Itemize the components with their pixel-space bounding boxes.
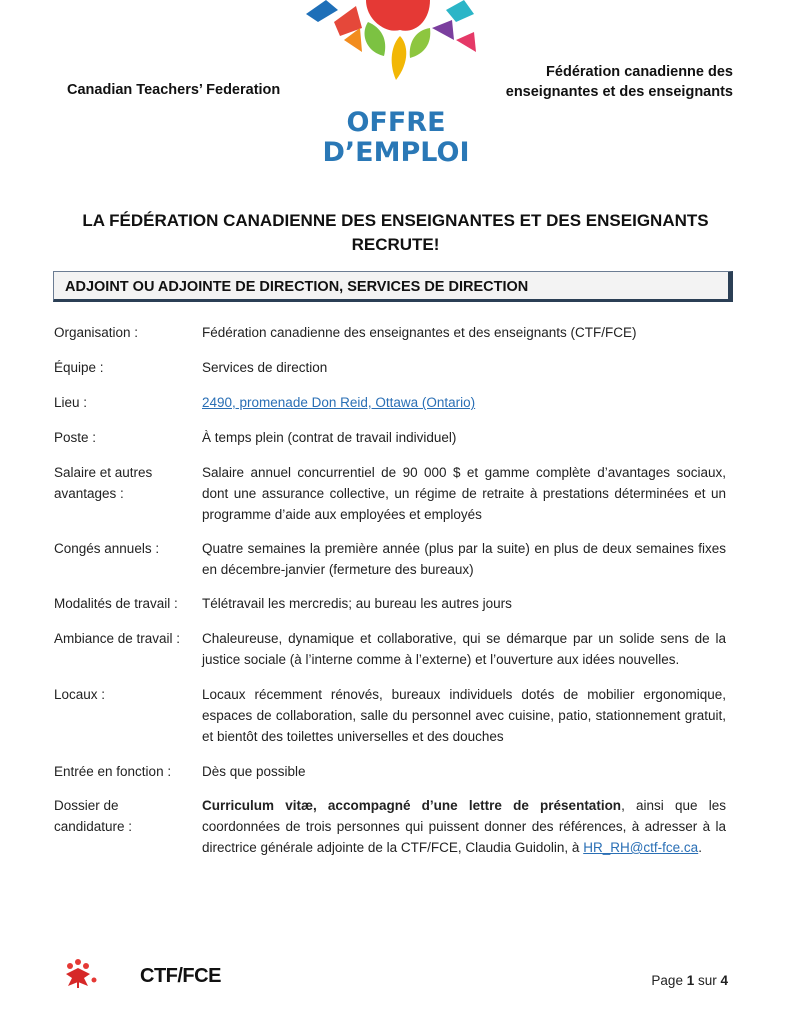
- dossier-rest: , ainsi que les coordonnées de trois personnes qui puissent donner des références, à adresser à la directrice générale adjointe de la CTF/FCE, Claudia Guidolin, à: [202, 798, 726, 855]
- label-organisation: Organisation :: [54, 325, 139, 340]
- label-entree: Entrée en fonction :: [54, 764, 172, 779]
- headline: [40, 209, 751, 257]
- page-prefix: Page: [651, 973, 687, 988]
- label-equipe: Équipe :: [54, 360, 104, 375]
- value-locaux: Locaux récemment rénovés, bureaux individuels dotés de mobilier ergonomique, espaces de collaboration, salle du personnel avec cuisine, patio, stationnement gratuit, et bientôt des toilettes universelles et des douches: [202, 687, 726, 744]
- email-link[interactable]: HR_RH@ctf-fce.ca: [583, 840, 699, 855]
- value-entree: Dès que possible: [202, 764, 306, 779]
- label-dossier: Dossier de candidature :: [54, 798, 133, 834]
- value-organisation: Fédération canadienne des enseignantes et des enseignants (CTF/FCE): [202, 325, 637, 340]
- label-poste: Poste :: [54, 430, 97, 445]
- value-poste: À temps plein (contrat de travail individuel): [202, 430, 457, 445]
- job-title-banner: ADJOINT OU ADJOINTE DE DIRECTION, SERVICES DE DIRECTION: [53, 271, 733, 302]
- headline-line1: LA FÉDÉRATION CANADIENNE DES ENSEIGNANTES ET DES ENSEIGNANTS: [82, 211, 709, 230]
- org-name-en: Canadian Teachers’ Federation: [67, 82, 281, 98]
- dossier-end: .: [698, 840, 702, 855]
- label-locaux: Locaux :: [54, 687, 106, 702]
- page-current: 1: [686, 973, 695, 988]
- dossier-bold: Curriculum vitæ, accompagné d’une lettre de présentation: [202, 798, 622, 813]
- value-dossier: [202, 795, 726, 858]
- label-modalites: Modalités de travail :: [54, 596, 178, 611]
- offre-line2: D’EMPLOI: [322, 137, 470, 168]
- org-name-fr-line1: Fédération canadienne des: [546, 64, 733, 80]
- page-total: 4: [720, 973, 728, 988]
- address-link[interactable]: 2490, promenade Don Reid, Ottawa (Ontario): [202, 395, 476, 410]
- label-ambiance: Ambiance de travail :: [54, 631, 181, 646]
- page-number: [651, 973, 728, 988]
- org-name-fr-line2: enseignantes et des enseignants: [505, 84, 733, 100]
- headline-line2: RECRUTE!: [351, 235, 440, 254]
- label-lieu: Lieu :: [54, 395, 88, 410]
- page-mid: sur: [694, 973, 721, 988]
- label-salaire: Salaire et autres avantages :: [54, 465, 153, 501]
- value-equipe: Services de direction: [202, 360, 328, 375]
- footer-logo-text: CTF/FCE: [140, 965, 221, 987]
- value-modalites: Télétravail les mercredis; au bureau les autres jours: [202, 596, 512, 611]
- value-ambiance: Chaleureuse, dynamique et collaborative, qui se démarque par un solide sens de la justice sociale (à l’interne comme à l’externe) et l’ouverture aux idées nouvelles.: [202, 631, 726, 667]
- offre-emploi-logo: [296, 0, 496, 110]
- offre-emploi-title: [296, 108, 496, 168]
- offre-line1: OFFRE: [346, 107, 446, 138]
- value-lieu-wrap: [202, 392, 726, 413]
- label-conges: Congés annuels :: [54, 541, 160, 556]
- value-conges: Quatre semaines la première année (plus par la suite) en plus de deux semaines fixes en décembre-janvier (fermeture des bureaux): [202, 541, 726, 577]
- value-salaire: Salaire annuel concurrentiel de 90 000 $ et gamme complète d’avantages sociaux, dont une assurance collective, un régime de retraite à prestations déterminées et un programme d’aide aux employées et employés: [202, 465, 726, 522]
